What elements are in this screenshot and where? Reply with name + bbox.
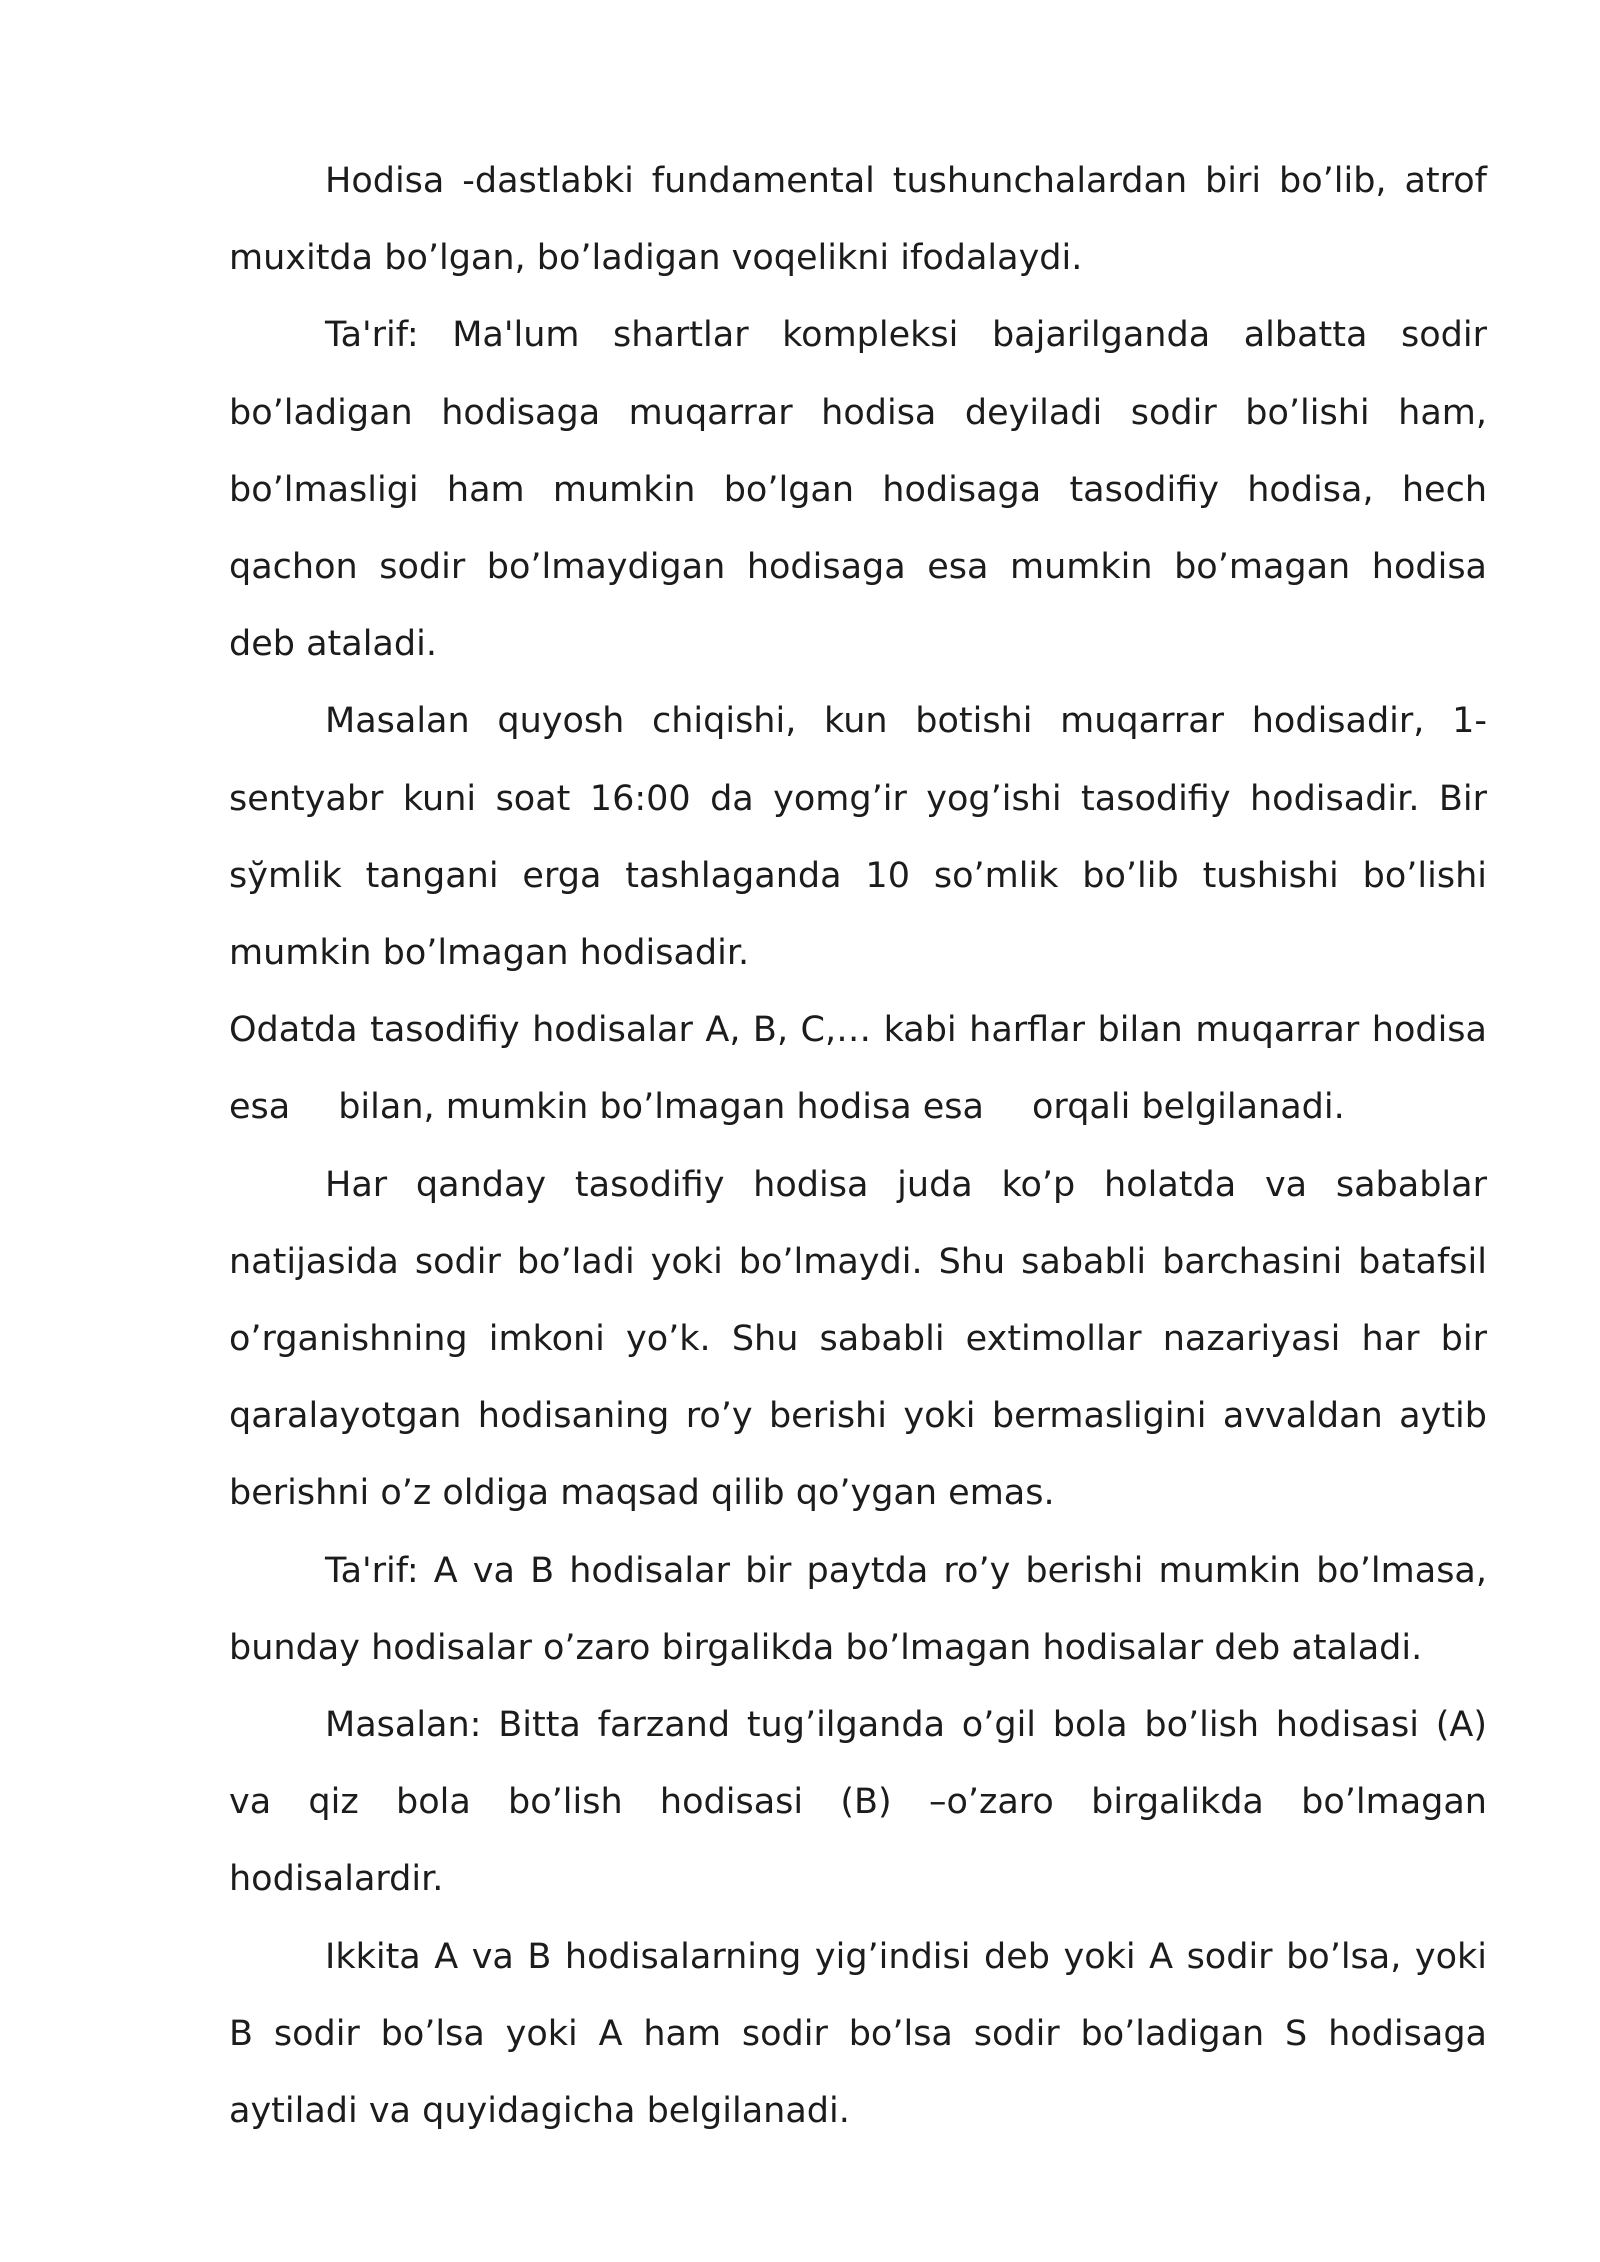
- paragraph-random-events: Har qanday tasodifiy hodisa juda ko’p holatda va sabablar natijasida sodir bo’ladi yoki bo’lmaydi. Shu sababli barchasini batafsil o’rganishning imkoni yo’k. Shu sababli extimollar nazariyasi har bir qaralayotgan hodisaning ro’y berishi yoki bermasligini avvaldan aytib berishni o’z oldiga maqsad qilib qo’ygan emas.: [229, 1164, 1487, 1514]
- notation-text-part-1: Odatda tasodifiy hodisalar A, B, C,… kabi harflar bilan muqarrar hodisa esa: [229, 1010, 1487, 1128]
- paragraph-example-incompatible: Masalan: Bitta farzand tug’ilganda o’gil bola bo’lish hodisasi (A) va qiz bola bo’lish hodisasi (B) –o’zaro birgalikda bo’lmagan hodisalardir.: [229, 1705, 1487, 1900]
- paragraph-event-definition: Hodisa -dastlabki fundamental tushunchalardan biri bo’lib, atrof muxitda bo’lgan, bo’ladigan voqelikni ifodalaydi.: [229, 161, 1487, 279]
- paragraph-sum-of-events: Ikkita A va B hodisalarning yig’indisi deb yoki A sodir bo’lsa, yoki B sodir bo’lsa yoki A ham sodir bo’lsa sodir bo’ladigan S hodisaga aytiladi va quyidagicha belgilanadi.: [229, 1936, 1487, 2132]
- paragraph-definition-event-types: Ta'rif: Ma'lum shartlar kompleksi bajarilganda albatta sodir boʼladigan hodisaga muqarrar hodisa deyiladi sodir boʼlishi ham, boʼlmasligi ham mumkin boʼlgan hodisaga tasodifiy hodisa, hech qachon sodir boʼlmaydigan hodisaga esa mumkin boʼmagan hodisa deb ataladi.: [229, 315, 1487, 665]
- paragraph-notation: [229, 992, 1487, 1146]
- document-body: [229, 143, 1487, 2150]
- paragraph-definition-incompatible: Ta'rif: A va B hodisalar bir paytda ro’y berishi mumkin bo’lmasa, bunday hodisalar o’zaro birgalikda bo’lmagan hodisalar deb ataladi.: [229, 1550, 1487, 1668]
- notation-text-part-3: orqali belgilanadi.: [1032, 1087, 1345, 1128]
- paragraph-examples: Masalan quyosh chiqishi, kun botishi muqarrar hodisadir, 1-sentyabr kuni soat 16:00 da yomg’ir yog’ishi tasodifiy hodisadir. Bir sўmlik tangani erga tashlaganda 10 soʼmlik boʼlib tushishi boʼlishi mumkin boʼlmagan hodisadir.: [229, 701, 1487, 974]
- notation-text-part-2: bilan, mumkin bo’lmagan hodisa esa: [338, 1087, 984, 1128]
